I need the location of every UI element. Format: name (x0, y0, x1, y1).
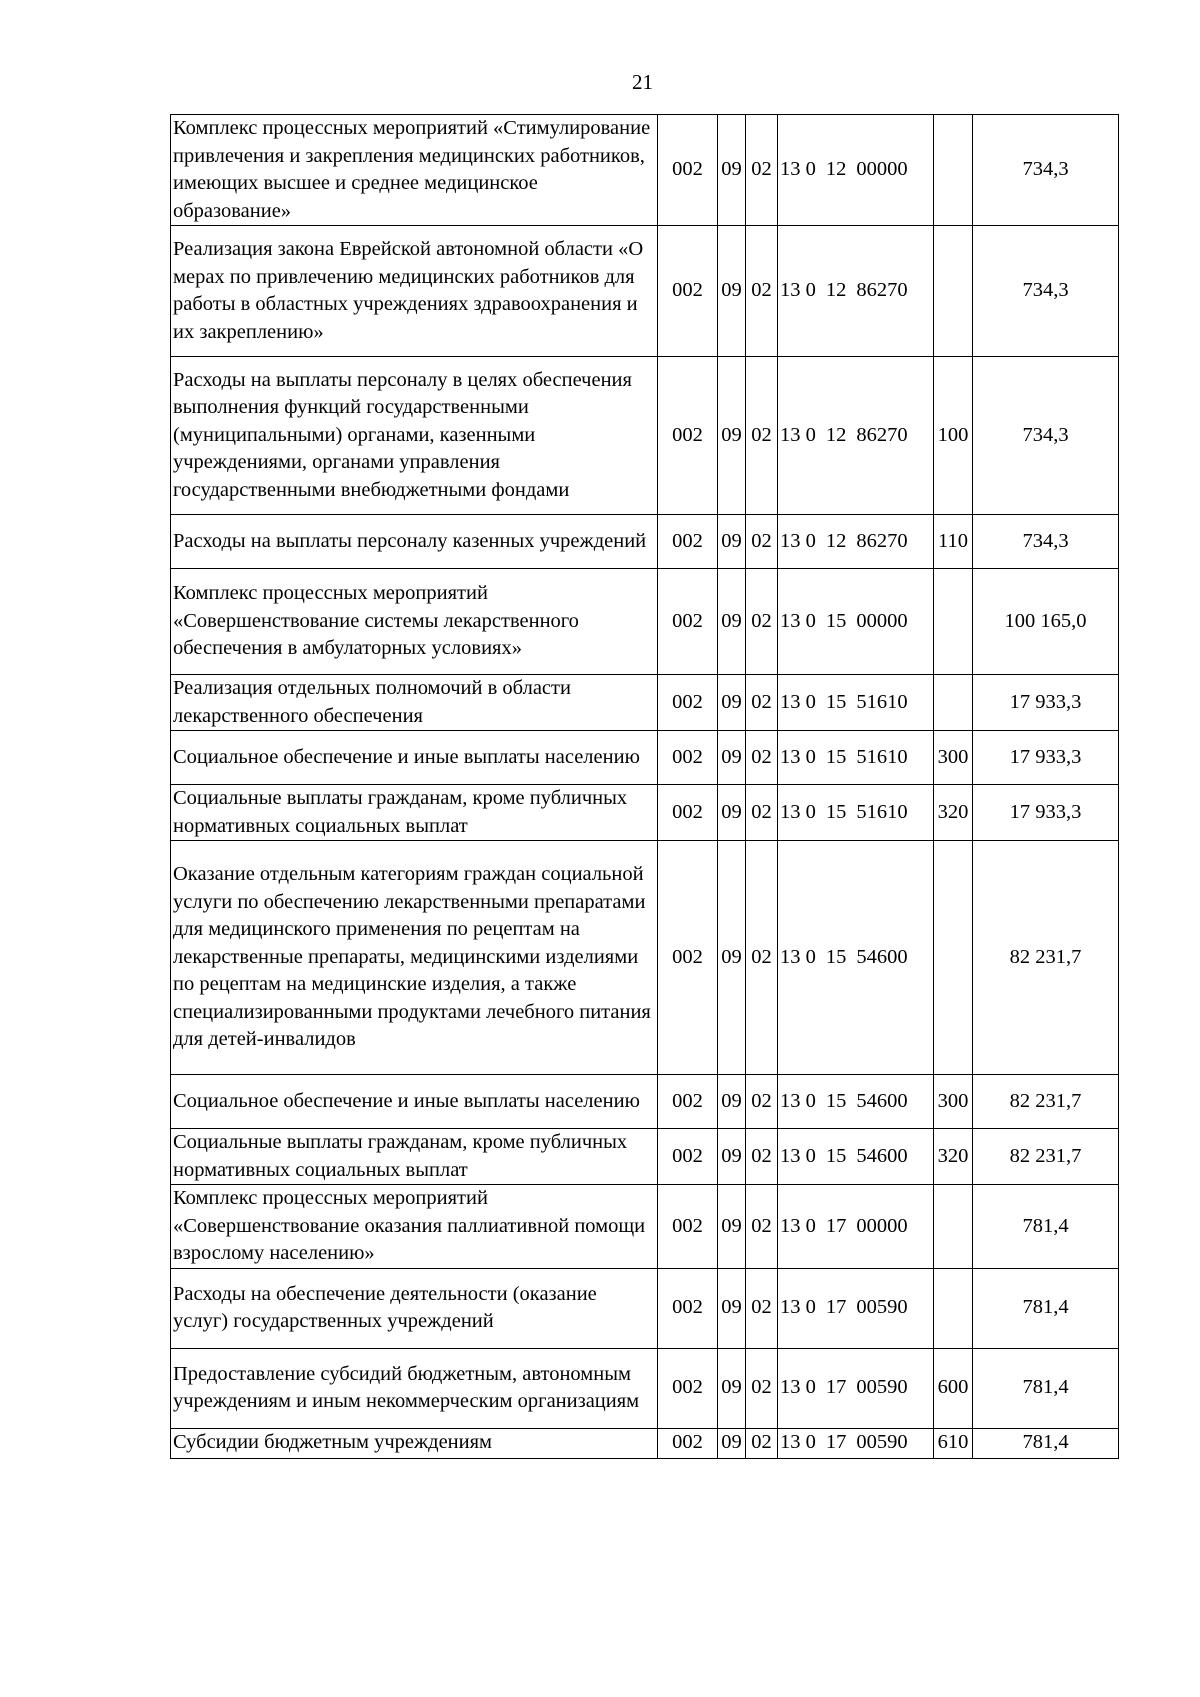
target-article-cell (778, 357, 934, 515)
ministry-code-cell: 002 (658, 515, 718, 569)
program-code: 13 0 (780, 158, 816, 181)
item-code: 00000 (856, 609, 908, 632)
target-article-cell (778, 1129, 934, 1185)
ministry-code-cell: 002 (658, 226, 718, 357)
item-code: 51610 (856, 690, 908, 713)
table-row (171, 1348, 1119, 1428)
expense-name-cell: Предоставление субсидий бюджетным, автономным учреждениям и иным некоммерческим организациям (171, 1348, 658, 1428)
item-code: 51610 (856, 800, 908, 823)
expense-name-cell: Комплекс процессных мероприятий «Стимулирование привлечения и закрепления медицинских работников, имеющих высшее и среднее медицинское образование» (171, 115, 658, 226)
subsection-code-cell: 02 (746, 226, 778, 357)
subsection-code-cell: 02 (746, 1428, 778, 1458)
subsection-code-cell: 02 (746, 841, 778, 1075)
subsection-code-cell: 02 (746, 1185, 778, 1269)
target-article-cell (778, 226, 934, 357)
program-code: 13 0 (780, 1296, 816, 1319)
expense-type-cell: 610 (934, 1428, 973, 1458)
amount-cell: 734,3 (973, 515, 1119, 569)
item-code: 54600 (856, 1144, 908, 1167)
expense-type-cell: 100 (934, 357, 973, 515)
program-code: 13 0 (780, 1376, 816, 1399)
budget-table (170, 114, 1119, 1459)
project-code: 12 (825, 423, 847, 446)
amount-cell: 734,3 (973, 357, 1119, 515)
expense-name-cell: Расходы на выплаты персоналу в целях обеспечения выполнения функций государственными (муниципальными) органами, казенными учреждениями, органами управления государственными внебюджетными фондами (171, 357, 658, 515)
expense-name-cell: Расходы на обеспечение деятельности (оказание услуг) государственных учреждений (171, 1268, 658, 1348)
ministry-code-cell: 002 (658, 841, 718, 1075)
expense-type-cell: 300 (934, 1075, 973, 1129)
target-article-cell (778, 675, 934, 731)
table-row (171, 731, 1119, 785)
subsection-code-cell: 02 (746, 115, 778, 226)
program-code: 13 0 (780, 423, 816, 446)
program-code: 13 0 (780, 1431, 816, 1454)
program-code: 13 0 (780, 1144, 816, 1167)
item-code: 00000 (856, 1214, 908, 1237)
subsection-code-cell: 02 (746, 731, 778, 785)
subsection-code-cell: 02 (746, 569, 778, 675)
program-code: 13 0 (780, 1214, 816, 1237)
expense-name-cell: Социальное обеспечение и иные выплаты населению (171, 731, 658, 785)
target-article-cell (778, 1428, 934, 1458)
section-code-cell: 09 (718, 841, 746, 1075)
item-code: 86270 (856, 279, 908, 302)
program-code: 13 0 (780, 690, 816, 713)
program-code: 13 0 (780, 1089, 816, 1112)
table-row (171, 515, 1119, 569)
ministry-code-cell: 002 (658, 1185, 718, 1269)
target-article-cell (778, 515, 934, 569)
expense-type-cell: 110 (934, 515, 973, 569)
project-code: 15 (825, 1144, 847, 1167)
item-code: 00590 (856, 1296, 908, 1319)
expense-name-cell: Комплекс процессных мероприятий «Совершенствование системы лекарственного обеспечения в амбулаторных условиях» (171, 569, 658, 675)
item-code: 86270 (856, 423, 908, 446)
section-code-cell: 09 (718, 1185, 746, 1269)
amount-cell: 781,4 (973, 1348, 1119, 1428)
expense-type-cell: 300 (934, 731, 973, 785)
expense-name-cell: Расходы на выплаты персоналу казенных учреждений (171, 515, 658, 569)
item-code: 51610 (856, 745, 908, 768)
amount-cell: 82 231,7 (973, 1129, 1119, 1185)
ministry-code-cell: 002 (658, 1348, 718, 1428)
expense-type-cell (934, 569, 973, 675)
expense-name-cell: Комплекс процессных мероприятий «Совершенствование оказания паллиативной помощи взрослому населению» (171, 1185, 658, 1269)
item-code: 86270 (856, 529, 908, 552)
amount-cell: 100 165,0 (973, 569, 1119, 675)
ministry-code-cell: 002 (658, 1075, 718, 1129)
project-code: 17 (825, 1214, 847, 1237)
page-number: 21 (632, 70, 653, 94)
target-article-cell (778, 731, 934, 785)
project-code: 17 (825, 1431, 847, 1454)
expense-name-cell: Социальное обеспечение и иные выплаты населению (171, 1075, 658, 1129)
project-code: 12 (825, 279, 847, 302)
table-row (171, 841, 1119, 1075)
ministry-code-cell: 002 (658, 115, 718, 226)
budget-table-body (171, 115, 1119, 1459)
table-row (171, 226, 1119, 357)
expense-type-cell (934, 675, 973, 731)
program-code: 13 0 (780, 529, 816, 552)
item-code: 00000 (856, 158, 908, 181)
table-row (171, 115, 1119, 226)
expense-name-cell: Социальные выплаты гражданам, кроме публичных нормативных социальных выплат (171, 785, 658, 841)
project-code: 17 (825, 1376, 847, 1399)
section-code-cell: 09 (718, 731, 746, 785)
table-row (171, 1129, 1119, 1185)
ministry-code-cell: 002 (658, 785, 718, 841)
subsection-code-cell: 02 (746, 1129, 778, 1185)
subsection-code-cell: 02 (746, 1348, 778, 1428)
ministry-code-cell: 002 (658, 675, 718, 731)
project-code: 17 (825, 1296, 847, 1319)
item-code: 00590 (856, 1431, 908, 1454)
target-article-cell (778, 1075, 934, 1129)
table-row (171, 785, 1119, 841)
section-code-cell: 09 (718, 675, 746, 731)
amount-cell: 17 933,3 (973, 731, 1119, 785)
section-code-cell: 09 (718, 357, 746, 515)
section-code-cell: 09 (718, 1428, 746, 1458)
expense-name-cell: Оказание отдельным категориям граждан социальной услуги по обеспечению лекарственными препаратами для медицинского применения по рецептам на лекарственные препараты, медицинскими изделиями по рецептам на медицинские изделия, а также специализированными продуктами лечебного питания для детей-инвалидов (171, 841, 658, 1075)
table-row (171, 1185, 1119, 1269)
target-article-cell (778, 1185, 934, 1269)
ministry-code-cell: 002 (658, 569, 718, 675)
project-code: 15 (825, 690, 847, 713)
item-code: 00590 (856, 1376, 908, 1399)
target-article-cell (778, 785, 934, 841)
expense-type-cell: 320 (934, 785, 973, 841)
program-code: 13 0 (780, 800, 816, 823)
table-row (171, 1268, 1119, 1348)
subsection-code-cell: 02 (746, 1075, 778, 1129)
amount-cell: 781,4 (973, 1268, 1119, 1348)
expense-name-cell: Реализация отдельных полномочий в области лекарственного обеспечения (171, 675, 658, 731)
expense-name-cell: Социальные выплаты гражданам, кроме публичных нормативных социальных выплат (171, 1129, 658, 1185)
subsection-code-cell: 02 (746, 515, 778, 569)
program-code: 13 0 (780, 945, 816, 968)
ministry-code-cell: 002 (658, 1268, 718, 1348)
table-row (171, 1428, 1119, 1458)
expense-type-cell (934, 115, 973, 226)
project-code: 15 (825, 1089, 847, 1112)
expense-type-cell (934, 226, 973, 357)
subsection-code-cell: 02 (746, 785, 778, 841)
item-code: 54600 (856, 1089, 908, 1112)
table-row (171, 1075, 1119, 1129)
section-code-cell: 09 (718, 226, 746, 357)
expense-type-cell (934, 1185, 973, 1269)
section-code-cell: 09 (718, 1129, 746, 1185)
section-code-cell: 09 (718, 1075, 746, 1129)
target-article-cell (778, 115, 934, 226)
expense-name-cell: Субсидии бюджетным учреждениям (171, 1428, 658, 1458)
project-code: 15 (825, 945, 847, 968)
amount-cell: 17 933,3 (973, 785, 1119, 841)
ministry-code-cell: 002 (658, 1428, 718, 1458)
program-code: 13 0 (780, 279, 816, 302)
subsection-code-cell: 02 (746, 675, 778, 731)
section-code-cell: 09 (718, 515, 746, 569)
ministry-code-cell: 002 (658, 731, 718, 785)
ministry-code-cell: 002 (658, 357, 718, 515)
amount-cell: 781,4 (973, 1185, 1119, 1269)
ministry-code-cell: 002 (658, 1129, 718, 1185)
amount-cell: 82 231,7 (973, 841, 1119, 1075)
project-code: 12 (825, 529, 847, 552)
subsection-code-cell: 02 (746, 357, 778, 515)
table-row (171, 569, 1119, 675)
amount-cell: 734,3 (973, 115, 1119, 226)
table-row (171, 675, 1119, 731)
expense-type-cell: 600 (934, 1348, 973, 1428)
program-code: 13 0 (780, 609, 816, 632)
section-code-cell: 09 (718, 1348, 746, 1428)
project-code: 15 (825, 745, 847, 768)
target-article-cell (778, 1348, 934, 1428)
project-code: 15 (825, 800, 847, 823)
section-code-cell: 09 (718, 569, 746, 675)
section-code-cell: 09 (718, 1268, 746, 1348)
table-row (171, 357, 1119, 515)
target-article-cell (778, 1268, 934, 1348)
amount-cell: 781,4 (973, 1428, 1119, 1458)
target-article-cell (778, 569, 934, 675)
expense-type-cell (934, 841, 973, 1075)
section-code-cell: 09 (718, 785, 746, 841)
project-code: 12 (825, 158, 847, 181)
expense-name-cell: Реализация закона Еврейской автономной области «О мерах по привлечению медицинских работников для работы в областных учреждениях здравоохранения и их закреплению» (171, 226, 658, 357)
section-code-cell: 09 (718, 115, 746, 226)
expense-type-cell: 320 (934, 1129, 973, 1185)
target-article-cell (778, 841, 934, 1075)
item-code: 54600 (856, 945, 908, 968)
amount-cell: 82 231,7 (973, 1075, 1119, 1129)
expense-type-cell (934, 1268, 973, 1348)
project-code: 15 (825, 609, 847, 632)
subsection-code-cell: 02 (746, 1268, 778, 1348)
amount-cell: 17 933,3 (973, 675, 1119, 731)
program-code: 13 0 (780, 745, 816, 768)
amount-cell: 734,3 (973, 226, 1119, 357)
